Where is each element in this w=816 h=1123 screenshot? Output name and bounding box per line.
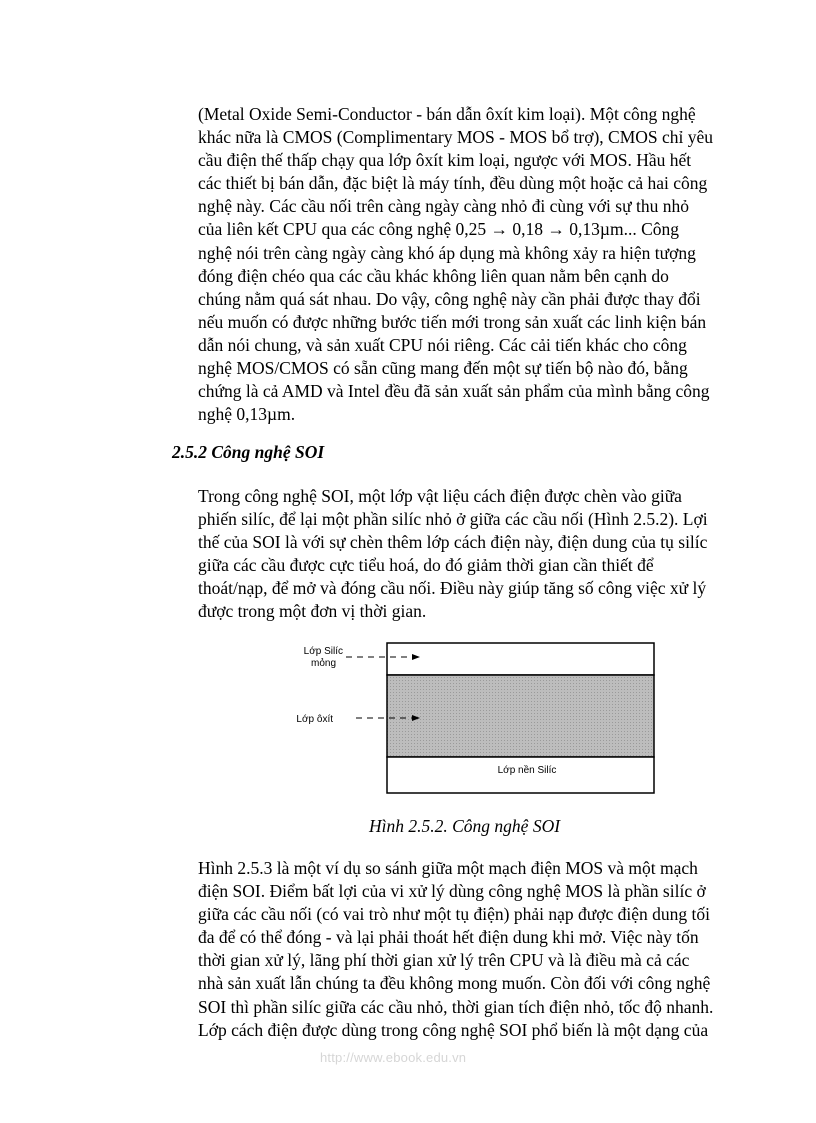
text-line: của liên kết CPU qua các công nghệ 0,25 → 0,18 → 0,13µm... Công (198, 219, 680, 240)
text-line: giữa các cầu nối (có vai trò như một tụ điện) phải nạp được điện dung tối (198, 904, 711, 925)
text-line: cầu điện thế thấp chạy qua lớp ôxít kim loại, ngược với MOS. Hầu hết (198, 150, 692, 171)
label-thin-silicon-line1: Lớp Silíc (303, 646, 343, 657)
soi-figure (270, 635, 670, 795)
text-line: nghệ 0,13µm. (198, 404, 296, 425)
text-line: Trong công nghệ SOI, một lớp vật liệu cách điện được chèn vào giữa (198, 486, 682, 506)
text-line: được trong một đơn vị thời gian. (198, 601, 427, 622)
text-line: khác nữa là CMOS (Complimentary MOS - MOS bổ trợ), CMOS chỉ yêu (198, 127, 714, 148)
paragraph-soi-intro (198, 485, 753, 624)
text-line: giữa các cầu được cực tiểu hoá, do đó giảm thời gian cần thiết để (198, 555, 654, 576)
text-line: chứng là cả AMD và Intel đều đã sản xuất sản phẩm của mình bằng công (198, 381, 710, 402)
text-line: (Metal Oxide Semi-Conductor - bán dẫn ôxít kim loại). Một công nghệ (198, 104, 696, 124)
text-line: nghệ này. Các cầu nối trên càng ngày càng nhỏ đi cùng với sự thu nhỏ (198, 196, 689, 217)
text-line: đóng điện chéo qua các cầu khác không liên quan nằm bên cạnh do (198, 265, 669, 286)
text-line: chúng nằm quá sát nhau. Do vậy, công nghệ này cần phải được thay đổi (198, 288, 701, 309)
text-line: nhà sản xuất lẫn chúng ta đều không mong muốn. Còn đối với công nghệ (198, 973, 711, 994)
paragraph-mos-vs-soi (198, 857, 753, 1042)
text-line: SOI thì phần silíc giữa các cầu nhỏ, thời gian tích điện nhỏ, tốc độ nhanh. (198, 996, 714, 1017)
paragraph-mos-cmos (198, 103, 753, 426)
text-line: nghệ nói trên càng ngày càng khó áp dụng mà không xảy ra hiện tượng (198, 242, 696, 263)
label-substrate: Lớp nền Silíc (497, 765, 557, 776)
thin-silicon-layer (387, 643, 654, 675)
section-heading: 2.5.2 Công nghệ SOI (172, 442, 325, 462)
label-thin-silicon-line2: mỏng (310, 658, 336, 669)
text-line: thế của SOI là với sự chèn thêm lớp cách điện này, điện dung của tụ silíc (198, 532, 708, 553)
text-line: Lớp cách điện được dùng trong công nghệ SOI phổ biến là một dạng của (198, 1019, 709, 1040)
text-line: điện SOI. Điểm bất lợi của vi xử lý dùng công nghệ MOS là phần silíc ở (198, 881, 706, 902)
footer-url: http://www.ebook.edu.vn (320, 1050, 467, 1065)
text-line: Hình 2.5.3 là một ví dụ so sánh giữa một mạch điện MOS và một mạch (198, 858, 698, 878)
text-line: nghệ MOS/CMOS có sẵn cũng mang đến một sự tiến bộ nào đó, bằng (198, 358, 688, 379)
text-line: thời gian xử lý, lãng phí thời gian xử lý trên CPU và là điều mà cả các (198, 950, 690, 971)
figure-caption: Hình 2.5.2. Công nghệ SOI (369, 816, 561, 836)
text-line: phiến silíc, để lại một phần silíc nhỏ ở giữa các cầu nối (Hình 2.5.2). Lợi (198, 509, 708, 530)
text-line: đa để có thể đóng - và lại phải thoát hết điện dung khi mở. Việc này tốn (198, 927, 699, 948)
oxide-layer (387, 675, 654, 757)
text-line: dẫn nói chung, và sản xuất CPU nói riêng. Các cải tiến khác cho công (198, 334, 687, 355)
text-line: thoát/nạp, để mở và đóng cầu nối. Điều này giúp tăng số công việc xử lý (198, 578, 707, 599)
label-oxide: Lớp ôxít (296, 714, 333, 725)
text-line: nếu muốn có được những bước tiến mới trong sản xuất các linh kiện bán (198, 311, 707, 332)
text-line: các thiết bị bán dẫn, đặc biệt là máy tính, đều dùng một hoặc cả hai công (198, 173, 708, 194)
